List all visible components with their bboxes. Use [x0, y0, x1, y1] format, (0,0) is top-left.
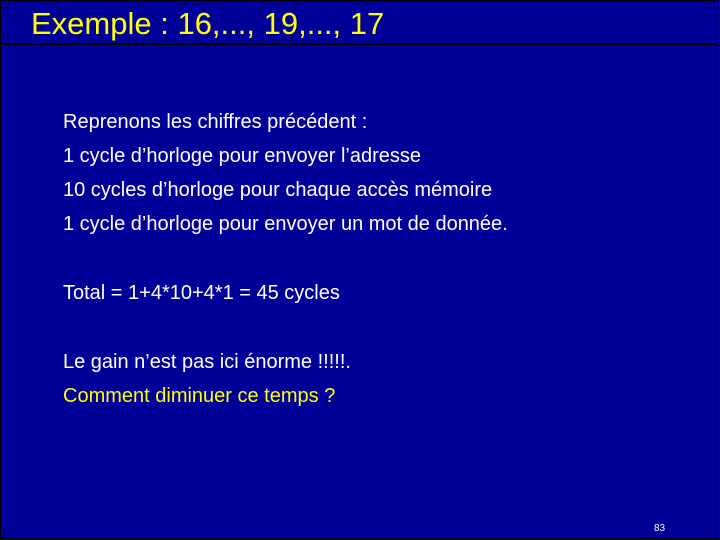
page-number: 83 — [654, 523, 666, 534]
spacer — [63, 245, 508, 280]
body-line-address: 1 cycle d’horloge pour envoyer l’adresse — [63, 145, 421, 167]
gain-line: Le gain n’est pas ici énorme !!!!!. — [63, 351, 351, 373]
body-line-memory: 10 cycles d’horloge pour chaque accès mémoire — [63, 179, 493, 201]
slide-title: Exemple : 16,..., 19,..., 17 — [31, 6, 385, 41]
spacer — [63, 314, 508, 349]
title-box — [0, 0, 718, 44]
question-line: Comment diminuer ce temps ? — [63, 385, 336, 407]
slide-body — [63, 109, 508, 417]
body-line-intro: Reprenons les chiffres précédent : — [63, 111, 368, 133]
body-line-data: 1 cycle d’horloge pour envoyer un mot de donnée. — [63, 213, 508, 235]
total-line: Total = 1+4*10+4*1 = 45 cycles — [63, 282, 340, 304]
